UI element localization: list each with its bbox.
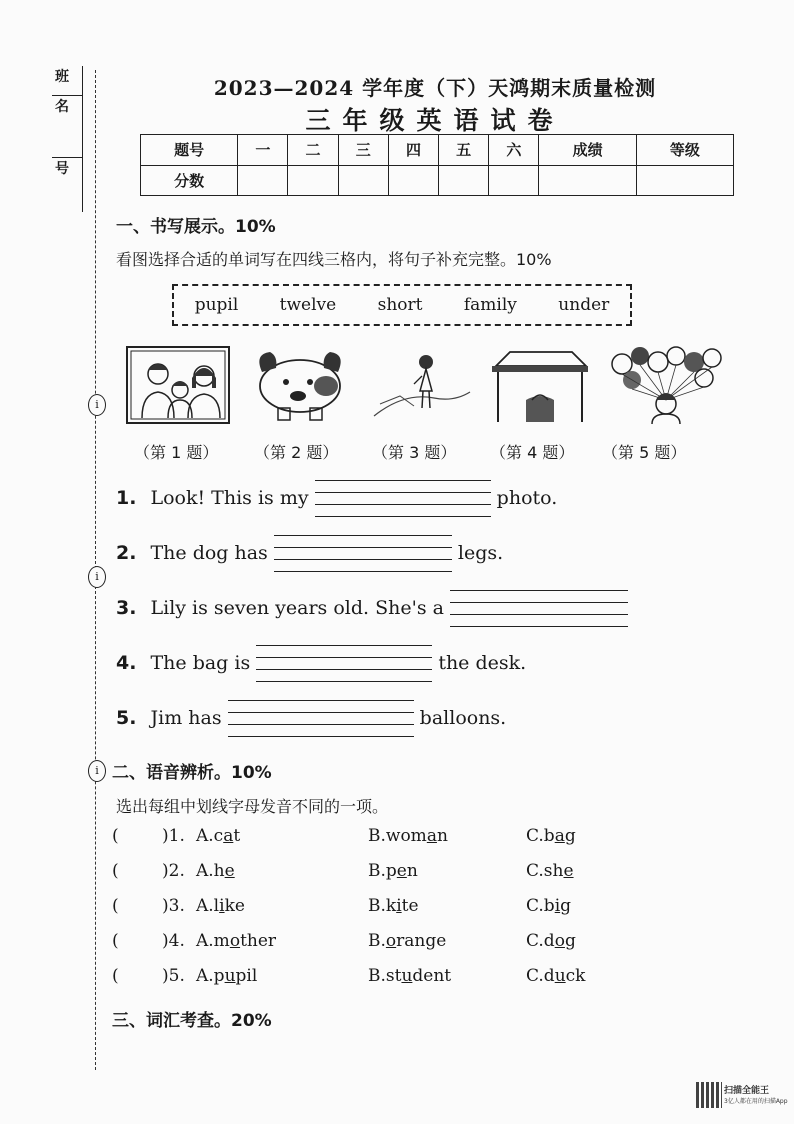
phonics-question-row bbox=[112, 826, 582, 854]
option-text: n bbox=[406, 861, 418, 881]
option-text: pil bbox=[235, 966, 258, 986]
phonics-option-a bbox=[196, 826, 240, 846]
question-text-before: The dog has bbox=[150, 542, 268, 564]
underlined-letter: a bbox=[554, 826, 565, 846]
question-2 bbox=[116, 531, 503, 577]
option-text: A.c bbox=[196, 826, 224, 846]
phonics-option-c bbox=[526, 826, 576, 846]
option-text: ther bbox=[240, 931, 277, 951]
binding-hole-icon: i bbox=[88, 760, 106, 782]
score-table-score-row bbox=[141, 165, 734, 196]
four-line-answer-field[interactable] bbox=[450, 586, 628, 632]
underlined-letter: e bbox=[396, 861, 407, 881]
score-header-cell: 五 bbox=[439, 135, 489, 166]
word-bank bbox=[172, 284, 632, 326]
phonics-question-row bbox=[112, 931, 582, 959]
four-line-answer-field[interactable] bbox=[228, 696, 414, 742]
section2-instruction: 选出每组中划线字母发音不同的一项。 bbox=[116, 797, 389, 816]
exam-title: 2023—2024 学年度（下）天鸿期末质量检测 bbox=[213, 76, 657, 100]
option-text: B.st bbox=[368, 966, 402, 986]
question-number: 2. bbox=[116, 542, 137, 564]
question-number: 3. bbox=[116, 597, 137, 619]
underlined-letter: u bbox=[554, 966, 566, 986]
score-row-label: 分数 bbox=[141, 165, 238, 196]
phonics-option-c bbox=[526, 966, 585, 986]
section1-instruction: 看图选择合适的单词写在四线三格内，将句子补充完整。10% bbox=[116, 250, 552, 269]
option-text: g bbox=[560, 896, 572, 916]
score-header-cell: 题号 bbox=[141, 135, 238, 166]
phonics-option-a bbox=[196, 861, 235, 881]
phonics-question-number: )1. bbox=[162, 826, 185, 846]
score-table-header-row bbox=[141, 135, 734, 166]
option-text: A.m bbox=[196, 931, 230, 951]
question-number: 1. bbox=[116, 487, 137, 509]
question-text-after: balloons. bbox=[419, 707, 507, 729]
answer-paren-field[interactable]: ( bbox=[112, 896, 119, 916]
word-bank-item: short bbox=[377, 295, 423, 315]
option-text: te bbox=[401, 896, 419, 916]
question-text-after: legs. bbox=[457, 542, 504, 564]
phonics-question-number: )5. bbox=[162, 966, 185, 986]
answer-paren-field[interactable]: ( bbox=[112, 861, 119, 881]
option-text: C.d bbox=[526, 966, 555, 986]
underlined-letter: a bbox=[426, 826, 437, 846]
binding-hole-icon: i bbox=[88, 394, 106, 416]
option-text: C.d bbox=[526, 931, 555, 951]
score-cell[interactable] bbox=[338, 165, 388, 196]
phonics-option-c bbox=[526, 896, 571, 916]
scanner-watermark bbox=[724, 1083, 788, 1105]
strip-number-label: 号 bbox=[55, 161, 69, 177]
underlined-letter: o bbox=[229, 931, 241, 951]
short-girl-image bbox=[370, 346, 474, 424]
option-text: B.wom bbox=[368, 826, 427, 846]
score-table bbox=[140, 134, 734, 196]
option-text: g bbox=[564, 931, 576, 951]
four-line-answer-field[interactable] bbox=[274, 531, 452, 577]
question-text-before: Jim has bbox=[150, 707, 222, 729]
word-bank-item: family bbox=[463, 295, 517, 315]
phonics-option-b bbox=[368, 896, 419, 916]
score-cell[interactable] bbox=[388, 165, 438, 196]
option-text: B.p bbox=[368, 861, 397, 881]
phonics-question-number: )4. bbox=[162, 931, 185, 951]
phonics-option-b bbox=[368, 931, 446, 951]
question-text-before: Look! This is my bbox=[150, 487, 309, 509]
underlined-letter: o bbox=[385, 931, 397, 951]
option-text: A.p bbox=[196, 966, 225, 986]
option-text: g bbox=[564, 826, 576, 846]
underlined-letter: i bbox=[219, 896, 225, 916]
desk-with-bag-image bbox=[488, 346, 592, 424]
phonics-option-c bbox=[526, 861, 574, 881]
phonics-question-number: )2. bbox=[162, 861, 185, 881]
binding-hole-icon: i bbox=[88, 566, 106, 588]
phonics-option-b bbox=[368, 826, 448, 846]
underlined-letter: e bbox=[563, 861, 574, 881]
underlined-letter: u bbox=[224, 966, 236, 986]
option-text: B. bbox=[368, 931, 386, 951]
underlined-letter: i bbox=[554, 896, 561, 916]
score-header-cell: 等级 bbox=[636, 135, 733, 166]
question-5 bbox=[116, 696, 506, 742]
phonics-question-row bbox=[112, 861, 582, 889]
phonics-option-c bbox=[526, 931, 576, 951]
balloons-image bbox=[606, 346, 730, 424]
word-bank-item: pupil bbox=[194, 295, 239, 315]
underlined-letter: u bbox=[401, 966, 413, 986]
four-line-answer-field[interactable] bbox=[315, 476, 491, 522]
score-header-cell: 一 bbox=[238, 135, 288, 166]
section3-title: 三、词汇考查。20% bbox=[112, 1011, 272, 1031]
answer-paren-field[interactable]: ( bbox=[112, 931, 119, 951]
score-header-cell: 四 bbox=[388, 135, 438, 166]
question-number: 4. bbox=[116, 652, 137, 674]
question-4 bbox=[116, 641, 526, 687]
strip-name-label: 名 bbox=[52, 96, 82, 158]
option-text: C.b bbox=[526, 896, 555, 916]
phonics-option-a bbox=[196, 966, 257, 986]
answer-paren-field[interactable]: ( bbox=[112, 966, 119, 986]
option-text: C.b bbox=[526, 826, 555, 846]
phonics-option-b bbox=[368, 966, 451, 986]
phonics-option-b bbox=[368, 861, 418, 881]
question-text-before: The bag is bbox=[150, 652, 251, 674]
score-cell[interactable] bbox=[288, 165, 338, 196]
score-header-cell: 三 bbox=[338, 135, 388, 166]
option-text: B.k bbox=[368, 896, 397, 916]
question-number: 5. bbox=[116, 707, 137, 729]
score-cell[interactable] bbox=[439, 165, 489, 196]
section2-title: 二、语音辨析。10% bbox=[112, 763, 272, 783]
phonics-option-a bbox=[196, 931, 276, 951]
score-header-cell: 成绩 bbox=[539, 135, 636, 166]
score-cell[interactable] bbox=[238, 165, 288, 196]
underlined-letter: e bbox=[224, 861, 235, 881]
option-text: C.sh bbox=[526, 861, 564, 881]
dog-image bbox=[248, 346, 352, 424]
scanner-brand-text: 扫描全能王 bbox=[724, 1086, 770, 1096]
exam-subtitle: 三年级英语试卷 bbox=[305, 106, 565, 135]
phonics-question-row bbox=[112, 966, 586, 994]
strip-class-label: 班 bbox=[52, 66, 82, 96]
qr-code-icon bbox=[696, 1082, 722, 1108]
score-header-cell: 二 bbox=[288, 135, 338, 166]
section1-title: 一、书写展示。10% bbox=[116, 217, 276, 237]
option-text: t bbox=[233, 826, 241, 846]
score-cell[interactable] bbox=[489, 165, 539, 196]
picture-caption: （第 1 题） bbox=[134, 443, 219, 462]
option-text: dent bbox=[412, 966, 452, 986]
family-photo-image bbox=[126, 346, 230, 424]
binding-strip bbox=[52, 66, 83, 212]
score-cell[interactable] bbox=[636, 165, 733, 196]
picture-caption: （第 2 题） bbox=[254, 443, 339, 462]
question-text-after: photo. bbox=[496, 487, 558, 509]
scanner-brand-subtext: 3亿人都在用的扫描App bbox=[724, 1098, 788, 1105]
four-line-answer-field[interactable] bbox=[256, 641, 432, 687]
underlined-letter: o bbox=[554, 931, 565, 951]
picture-caption: （第 5 题） bbox=[602, 443, 687, 462]
answer-paren-field[interactable]: ( bbox=[112, 826, 119, 846]
question-text-after: the desk. bbox=[438, 652, 527, 674]
question-3 bbox=[116, 586, 628, 632]
option-text: A.l bbox=[196, 896, 220, 916]
phonics-option-a bbox=[196, 896, 245, 916]
option-text: n bbox=[436, 826, 448, 846]
picture-caption: （第 3 题） bbox=[372, 443, 457, 462]
option-text: ke bbox=[224, 896, 245, 916]
score-header-cell: 六 bbox=[489, 135, 539, 166]
word-bank-item: under bbox=[558, 295, 610, 315]
phonics-question-row bbox=[112, 896, 582, 924]
question-text-before: Lily is seven years old. She's a bbox=[150, 597, 444, 619]
option-text: ck bbox=[565, 966, 586, 986]
option-text: A.h bbox=[196, 861, 225, 881]
question-1 bbox=[116, 476, 557, 522]
word-bank-item: twelve bbox=[279, 295, 337, 315]
picture-caption: （第 4 题） bbox=[490, 443, 575, 462]
underlined-letter: i bbox=[396, 896, 402, 916]
underlined-letter: a bbox=[223, 826, 234, 846]
option-text: range bbox=[396, 931, 447, 951]
score-cell[interactable] bbox=[539, 165, 636, 196]
phonics-question-number: )3. bbox=[162, 896, 185, 916]
